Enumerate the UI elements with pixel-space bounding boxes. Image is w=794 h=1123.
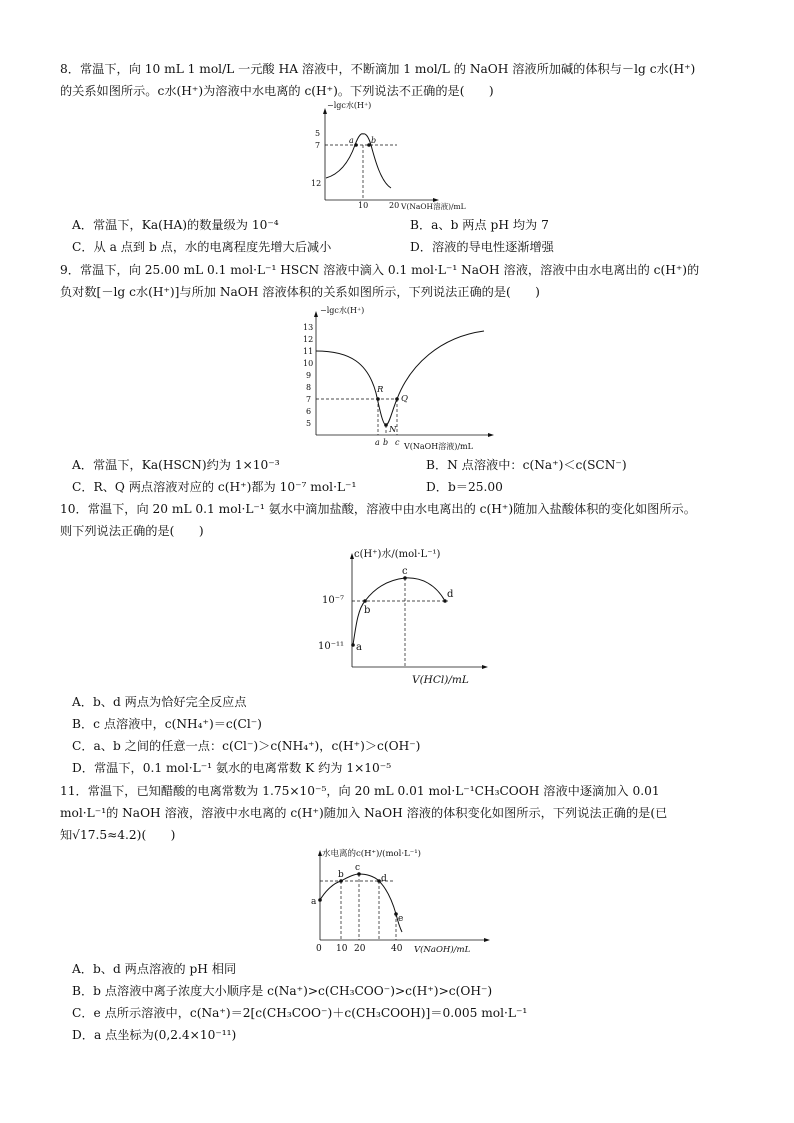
q8-options-row2 [60, 236, 770, 258]
q11-label-c: c [355, 863, 361, 873]
q10-option-d[interactable]: D．常温下，0.1 mol·L⁻¹ 氨水的电离常数 K 约为 1×10⁻⁵ [72, 761, 392, 775]
q8-option-a[interactable]: A．常温下，Ka(HA)的数量级为 10⁻⁴ [72, 218, 279, 232]
q11-stem-line1: 11．常温下，已知醋酸的电离常数为 1.75×10⁻⁵，向 20 mL 0.01 mol·L⁻¹CH₃COOH 溶液中逐滴加入 0.01 [60, 784, 660, 798]
q9-ylabel: −lgc水(H⁺) [320, 306, 365, 315]
q8-ytick-7: 7 [315, 141, 321, 150]
q9-curve [316, 331, 484, 425]
q9-stem-line2: 负对数[－lg c水(H⁺)]与所加 NaOH 溶液体积的关系如图所示，下列说法正确的是( ) [60, 285, 540, 299]
q9-ytick-6: 6 [306, 407, 312, 416]
question-11 [60, 780, 770, 846]
q9-ytick-9: 9 [306, 371, 312, 380]
q11-label-e: e [398, 914, 404, 924]
q8-ytick-5: 5 [315, 129, 321, 138]
q11-xtick-20: 20 [354, 944, 366, 954]
q9-xtick-a: a [375, 438, 380, 447]
q11-option-c[interactable]: C．e 点所示溶液中，c(Na⁺)＝2[c(CH₃COO⁻)＋c(CH₃COOH)]＝0.005 mol·L⁻¹ [72, 1006, 528, 1020]
q9-figure [300, 305, 500, 453]
q11-curve [320, 874, 402, 932]
q8-curve [326, 134, 391, 188]
q11-label-b: b [338, 870, 344, 880]
q9-option-b[interactable]: B．N 点溶液中：c(Na⁺)＜c(SCN⁻) [426, 458, 627, 472]
q8-option-b[interactable]: B．a、b 两点 pH 均为 7 [410, 218, 549, 232]
q10-x-arrow [482, 665, 488, 669]
q11-xtick-10: 10 [336, 944, 348, 954]
q8-stem-line2: 的关系如图所示。c水(H⁺)为溶液中水电离的 c(H⁺)。下列说法不正确的是( ) [60, 84, 494, 98]
q9-options-row2 [60, 476, 770, 498]
q10-label-c: c [402, 566, 408, 577]
q8-option-d[interactable]: D．溶液的导电性逐渐增强 [410, 240, 554, 254]
q9-options [60, 454, 770, 498]
q11-option-b[interactable]: B．b 点溶液中离子浓度大小顺序是 c(Na⁺)>c(CH₃COO⁻)>c(H⁺)>c(OH⁻) [72, 984, 493, 998]
q9-stem-line1: 9．常温下，向 25.00 mL 0.1 mol·L⁻¹ HSCN 溶液中滴入 0.1 mol·L⁻¹ NaOH 溶液，溶液中由水电离出的 c(H⁺)的 [60, 263, 700, 277]
q10-point-a [351, 643, 355, 647]
q11-xtick-40: 40 [391, 944, 403, 954]
q11-x-arrow [484, 938, 490, 942]
q11-stem-line3: 知√17.5≈4.2)( ) [60, 828, 176, 842]
q10-ytick-high: 10⁻⁷ [322, 595, 345, 606]
q9-xtick-c: c [395, 438, 400, 447]
q10-xlabel: V(HCl)/mL [412, 674, 469, 686]
q9-label-r: R [377, 385, 384, 395]
q8-point-a [354, 143, 358, 147]
q9-x-arrow [488, 433, 494, 437]
q9-option-d[interactable]: D．b＝25.00 [426, 480, 503, 494]
q8-ytick-12: 12 [311, 179, 322, 188]
q9-ytick-12: 12 [303, 335, 314, 344]
q9-ytick-8: 8 [306, 383, 312, 392]
q9-xlabel: V(NaOH溶液)/mL [404, 442, 473, 451]
question-9 [60, 259, 770, 303]
q9-point-q [395, 397, 399, 401]
q9-ytick-7: 7 [306, 395, 312, 404]
q10-option-b[interactable]: B．c 点溶液中，c(NH₄⁺)＝c(Cl⁻) [72, 717, 262, 731]
q8-xtick-10: 10 [358, 201, 369, 210]
q11-option-d[interactable]: D．a 点坐标为(0,2.4×10⁻¹¹) [72, 1028, 237, 1042]
q11-options [60, 958, 770, 1046]
q8-options-row1 [60, 214, 770, 236]
q9-point-n [384, 423, 388, 427]
q11-label-a: a [311, 897, 317, 907]
q11-figure [306, 844, 496, 956]
q9-ytick-10: 10 [303, 359, 314, 368]
q8-option-c[interactable]: C．从 a 点到 b 点，水的电离程度先增大后减小 [72, 240, 332, 254]
q9-point-r [376, 397, 380, 401]
q9-ytick-11: 11 [303, 347, 314, 356]
q8-label-b: b [371, 136, 377, 145]
q8-options [60, 214, 770, 258]
q10-option-c[interactable]: C．a、b 之间的任意一点：c(Cl⁻)＞c(NH₄⁺)，c(H⁺)＞c(OH⁻) [72, 739, 421, 753]
q10-option-a[interactable]: A．b、d 两点为恰好完全反应点 [72, 695, 247, 709]
q8-xtick-20: 20 [389, 201, 400, 210]
q9-option-c[interactable]: C．R、Q 两点溶液对应的 c(H⁺)都为 10⁻⁷ mol·L⁻¹ [72, 480, 357, 494]
q11-label-d: d [381, 874, 387, 884]
q10-label-d: d [447, 589, 454, 600]
q10-ytick-low: 10⁻¹¹ [318, 641, 345, 652]
q9-xtick-b: b [383, 438, 389, 447]
q10-options [60, 691, 770, 779]
q11-option-a[interactable]: A．b、d 两点溶液的 pH 相同 [72, 962, 237, 976]
q9-y-arrow [314, 311, 318, 317]
q9-ytick-13: 13 [303, 323, 314, 332]
q9-ytick-5: 5 [306, 419, 312, 428]
q10-ylabel: c(H⁺)水/(mol·L⁻¹) [354, 549, 441, 560]
q11-xtick-0: 0 [316, 944, 322, 954]
question-8 [60, 58, 770, 102]
q9-label-q: Q [401, 394, 408, 404]
q8-stem-line1: 8．常温下，向 10 mL 1 mol/L 一元酸 HA 溶液中，不断滴加 1 mol/L 的 NaOH 溶液所加碱的体积与－lg c水(H⁺) [60, 62, 696, 76]
q8-figure [305, 100, 466, 212]
q10-figure [318, 545, 498, 687]
q11-point-a [318, 898, 322, 902]
q10-point-b [363, 599, 367, 603]
q9-option-a[interactable]: A．常温下，Ka(HSCN)约为 1×10⁻³ [72, 458, 280, 472]
question-10 [60, 498, 770, 542]
q10-stem-line1: 10．常温下，向 20 mL 0.1 mol·L⁻¹ 氨水中滴加盐酸，溶液中由水电离出的 c(H⁺)随加入盐酸体积的变化如图所示。 [60, 502, 696, 516]
q9-options-row1 [60, 454, 770, 476]
q8-label-a: a [349, 136, 354, 145]
q11-stem-line2: mol·L⁻¹的 NaOH 溶液，溶液中水电离的 c(H⁺)随加入 NaOH 溶液的体积变化如图所示，下列说法正确的是(已 [60, 806, 668, 820]
q8-ylabel: −lgc水(H⁺) [327, 101, 372, 110]
q10-stem-line2: 则下列说法正确的是( ) [60, 524, 204, 538]
q11-xlabel: V(NaOH)/mL [414, 945, 471, 955]
q10-label-a: a [356, 642, 362, 653]
q10-label-b: b [364, 605, 371, 616]
q9-label-n: N [389, 425, 397, 435]
q8-xlabel: V(NaOH溶液)/mL [401, 202, 466, 211]
q11-ylabel: 水电离的c(H⁺)/(mol·L⁻¹) [322, 849, 421, 859]
